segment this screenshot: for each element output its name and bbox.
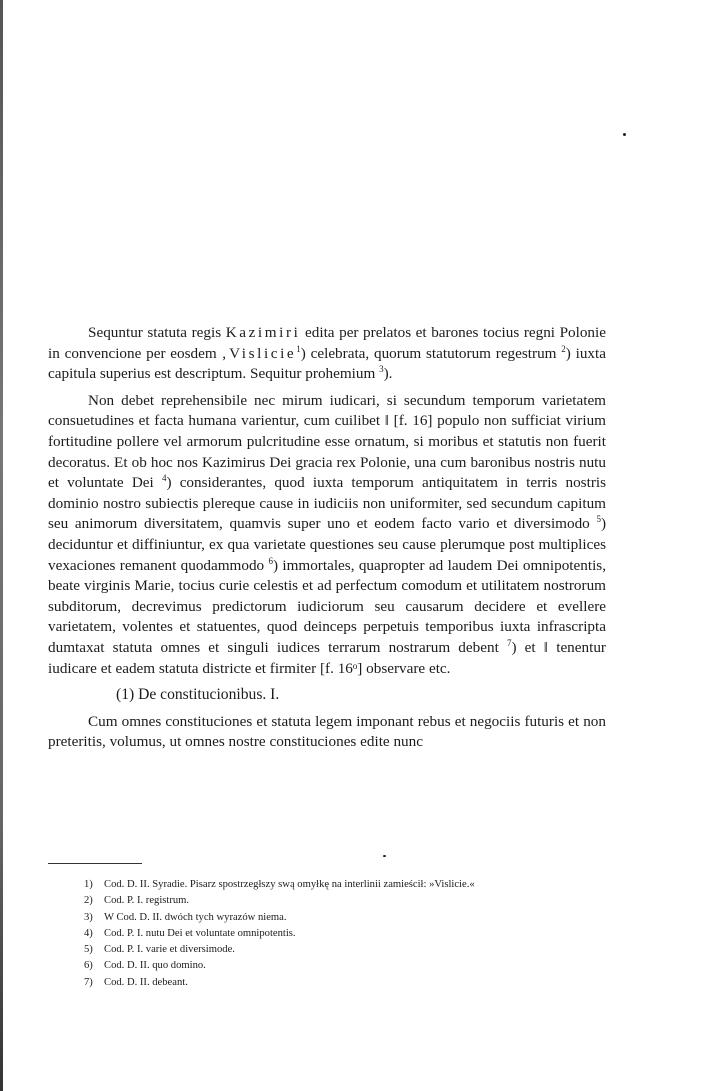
footnote-text: Cod. D. II. debeant. [104, 976, 188, 988]
scan-speck [383, 855, 386, 857]
footnote-text: W Cod. D. II. dwóch tych wyrazów niema. [104, 911, 287, 923]
prohemium-paragraph [48, 391, 606, 679]
king-name: Kazimiri [225, 324, 301, 341]
footnote [84, 877, 624, 893]
footnote [84, 926, 624, 942]
scan-edge [0, 0, 3, 1091]
footnote [84, 893, 624, 909]
footnote-text: Cod. D. II. quo domino. [104, 960, 206, 972]
footnote-ref: 1 [296, 343, 301, 354]
footnote-mark: 2) [84, 895, 93, 907]
footnote-text: Cod. P. I. registrum. [104, 895, 190, 907]
section-heading: (1) De constitucionibus. I. [116, 686, 280, 704]
intro-text-3: ) celebrata, quorum statutorum regestrum [300, 344, 562, 362]
prohemium-text-1: Non debet reprehensibile nec mirum iudicari, si secundum temporum varietatem consuetudines et facta humana varientur, cum cuilibet ‖ [48, 391, 606, 430]
footnote-mark: 4) [84, 927, 93, 939]
footnote-ref: 7 [506, 637, 512, 648]
footnote-ref: 5 [596, 514, 601, 525]
footnote [84, 958, 624, 974]
place-name: ‚Vislicie [221, 344, 297, 362]
footnote-text: Cod. P. I. nutu Dei et voluntate omnipotentis. [104, 927, 296, 939]
footnote-text: Cod. P. I. varie et diversimode. [104, 944, 235, 956]
footnote-divider [48, 863, 142, 864]
scan-speck [623, 133, 626, 136]
constitucionibus-paragraph: Cum omnes constituciones et statuta legem imponant rebus et negociis futuris et non preteritis, volumus, ut omnes nostre constituciones edite nunc [48, 712, 606, 751]
intro-text-1: Sequntur statuta regis [88, 324, 226, 341]
intro-paragraph [48, 323, 606, 385]
folio-marker: [f. 16ᵒ] [320, 659, 363, 677]
footnote-mark: 5) [84, 944, 93, 956]
footnote-ref: 3 [379, 364, 384, 375]
footnote [84, 942, 624, 958]
prohemium-text-5: ) immortales, quapropter ad laudem Dei omnipotentis, beate virginis Marie, tocius curie celestis et ad perfectum comodum et utilitatem nostrorum subditorum, decrevimus predictorum iudiciorum seu causarum decidere et evellere varietatem, volentes et statuentes, quod deinceps perpetuis temporibus iuxta infrascripta dumtaxat statuta omnes et singuli iudices terrarum nostrarum debent [48, 556, 606, 656]
intro-text-4: ) iuxta capitula superius est descriptum. Sequitur prohemium [48, 344, 606, 383]
prohemium-text-2: populo non sufficiat virium fortitudine pollere vel armorum pulcritudine esse ornatum, si moribus et statutis non fuerit decoratus. Et ob hoc nos Kazimirus Dei gracia rex Polonie, una cum baronibus nostris nutu et voluntate Dei [48, 412, 606, 492]
footnote-ref: 4 [161, 473, 167, 484]
prohemium-text-4: ) deciduntur et diffiniuntur, ex qua varietate questiones seu cause plerumque post multiplices vexaciones remanent quodammodo [48, 515, 606, 574]
prohemium-text-3: ) considerantes, quod iuxta temporum antiquitatem in terris nostris dominio nostro subiectis plereque cause in iudiciis non uniformiter, sed secundum capitum seu animorum diversitatem, quamvis super uno et eodem facto vario et diversimodo [48, 474, 607, 533]
main-text [48, 323, 606, 753]
footnotes [84, 877, 624, 991]
footnote [84, 975, 624, 991]
intro-text-2: edita per prelatos et barones tocius regni Polonie in convencione per eosdem [48, 324, 606, 362]
footnote-ref: 2 [561, 343, 566, 354]
footnote-mark: 7) [84, 976, 93, 988]
footnote-mark: 1) [84, 879, 93, 890]
folio-marker: [f. 16] [393, 412, 433, 430]
intro-text-5: ). [383, 365, 393, 383]
footnote-text: Cod. D. II. Syradie. Pisarz spostrzegłszy swą omyłkę na interlinii zamieścił: »Vislicie.« [104, 879, 475, 890]
prohemium-text-6: ) et ‖ tenentur iudicare et eadem statuta districte et firmiter [48, 638, 606, 677]
footnote-ref: 6 [268, 555, 273, 566]
footnote [84, 910, 624, 926]
footnote-mark: 6) [84, 960, 93, 972]
prohemium-text-7: observare etc. [362, 659, 451, 677]
footnote-mark: 3) [84, 911, 93, 923]
